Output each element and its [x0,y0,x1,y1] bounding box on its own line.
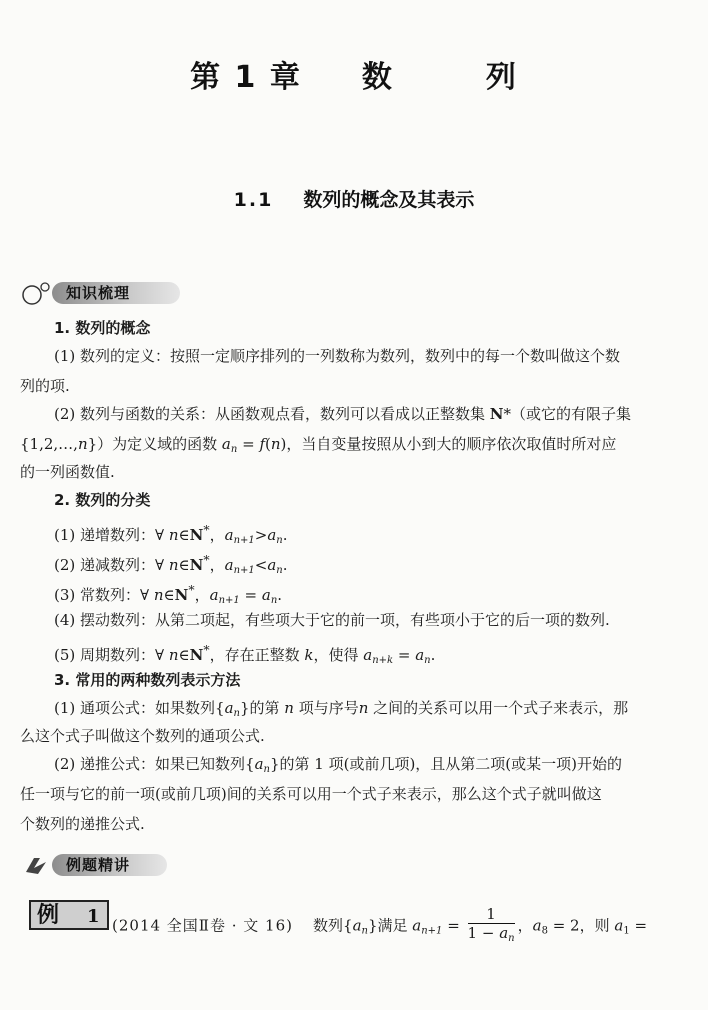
examples-banner [22,852,172,878]
methods-p2-line1: (2) 递推公式：如果已知数列$\{a_n\}$的第 1 项(或前几项)，且从第二项(或某一项)开始的 [54,755,623,775]
methods-p2-line3: 个数列的递推公式. [20,815,145,833]
recurrence-fraction: $\frac{1}{1 - a_n}$ [467,905,515,944]
example-badge [29,900,109,930]
chapter-number: 第 1 章 [190,60,302,95]
classify-item-3: (3) 常数列：∀ n∈N*，$a_{n+1} = a_n$. [54,582,283,606]
methods-p2-line2: 任一项与它的前一项(或前几项)间的关系可以用一个式子来表示，那么这个式子就叫做这 [20,785,602,803]
methods-p1-line2: 么这个式子叫做这个数列的通项公式. [20,727,265,745]
example-1-text: (2014 全国Ⅱ卷 · 文 16) 数列$\{a_n\}$满足 $a_{n+1}$ = $\frac{1}{1 - a_n}$ ，$a_8 = 2$，则 $a_1$ = [112,905,647,948]
concept-p2-line2: {1,2,…,n}）为定义域的函数 $a_n = f(n)$，当自变量按照从小到大的顺序依次取值时所对应 [20,435,617,455]
classify-item-5: (5) 周期数列：∀ n∈N*，存在正整数 k，使得 $a_{n+k} = a_n$. [54,642,436,666]
methods-heading: 3. 常用的两种数列表示方法 [54,671,241,689]
concept-p1-line1: (1) 数列的定义：按照一定顺序排列的一列数称为数列，数列中的每一个数叫做这个数 [54,347,621,365]
concept-heading: 1. 数列的概念 [54,319,151,337]
chapter-word-1: 数 [361,60,394,95]
concept-p1-line2: 列的项. [20,377,70,395]
examples-banner-label: 例题精讲 [66,856,131,874]
classify-item-4: (4) 摆动数列：从第二项起，有些项大于它的前一项，有些项小于它的后一项的数列. [54,611,610,629]
example-source: (2014 全国Ⅱ卷 · 文 16) [112,916,294,935]
example-badge-number: 1 [87,906,100,927]
classify-item-1: (1) 递增数列：∀ n∈N*，$a_{n+1}>a_n$. [54,522,288,546]
classify-heading: 2. 数列的分类 [54,491,151,509]
chapter-title [0,52,708,96]
review-banner [18,280,188,306]
classify-item-2: (2) 递减数列：∀ n∈N*，$a_{n+1}<a_n$. [54,552,288,576]
review-banner-label: 知识梳理 [66,284,131,302]
methods-p1-line1: (1) 通项公式：如果数列$\{a_n\}$的第 n 项与序号n 之间的关系可以用一个式子来表示，那 [54,699,629,719]
concept-p2-line1: (2) 数列与函数的关系：从函数观点看，数列可以看成以正整数集 N*（或它的有限子集 [54,405,632,423]
chapter-word-2: 列 [485,60,518,95]
section-number: 1.1 [233,189,274,211]
section-name: 数列的概念及其表示 [303,189,475,211]
example-badge-char: 例 [37,903,60,928]
section-title [0,185,708,212]
concept-p2-line3: 的一列函数值. [20,463,115,481]
